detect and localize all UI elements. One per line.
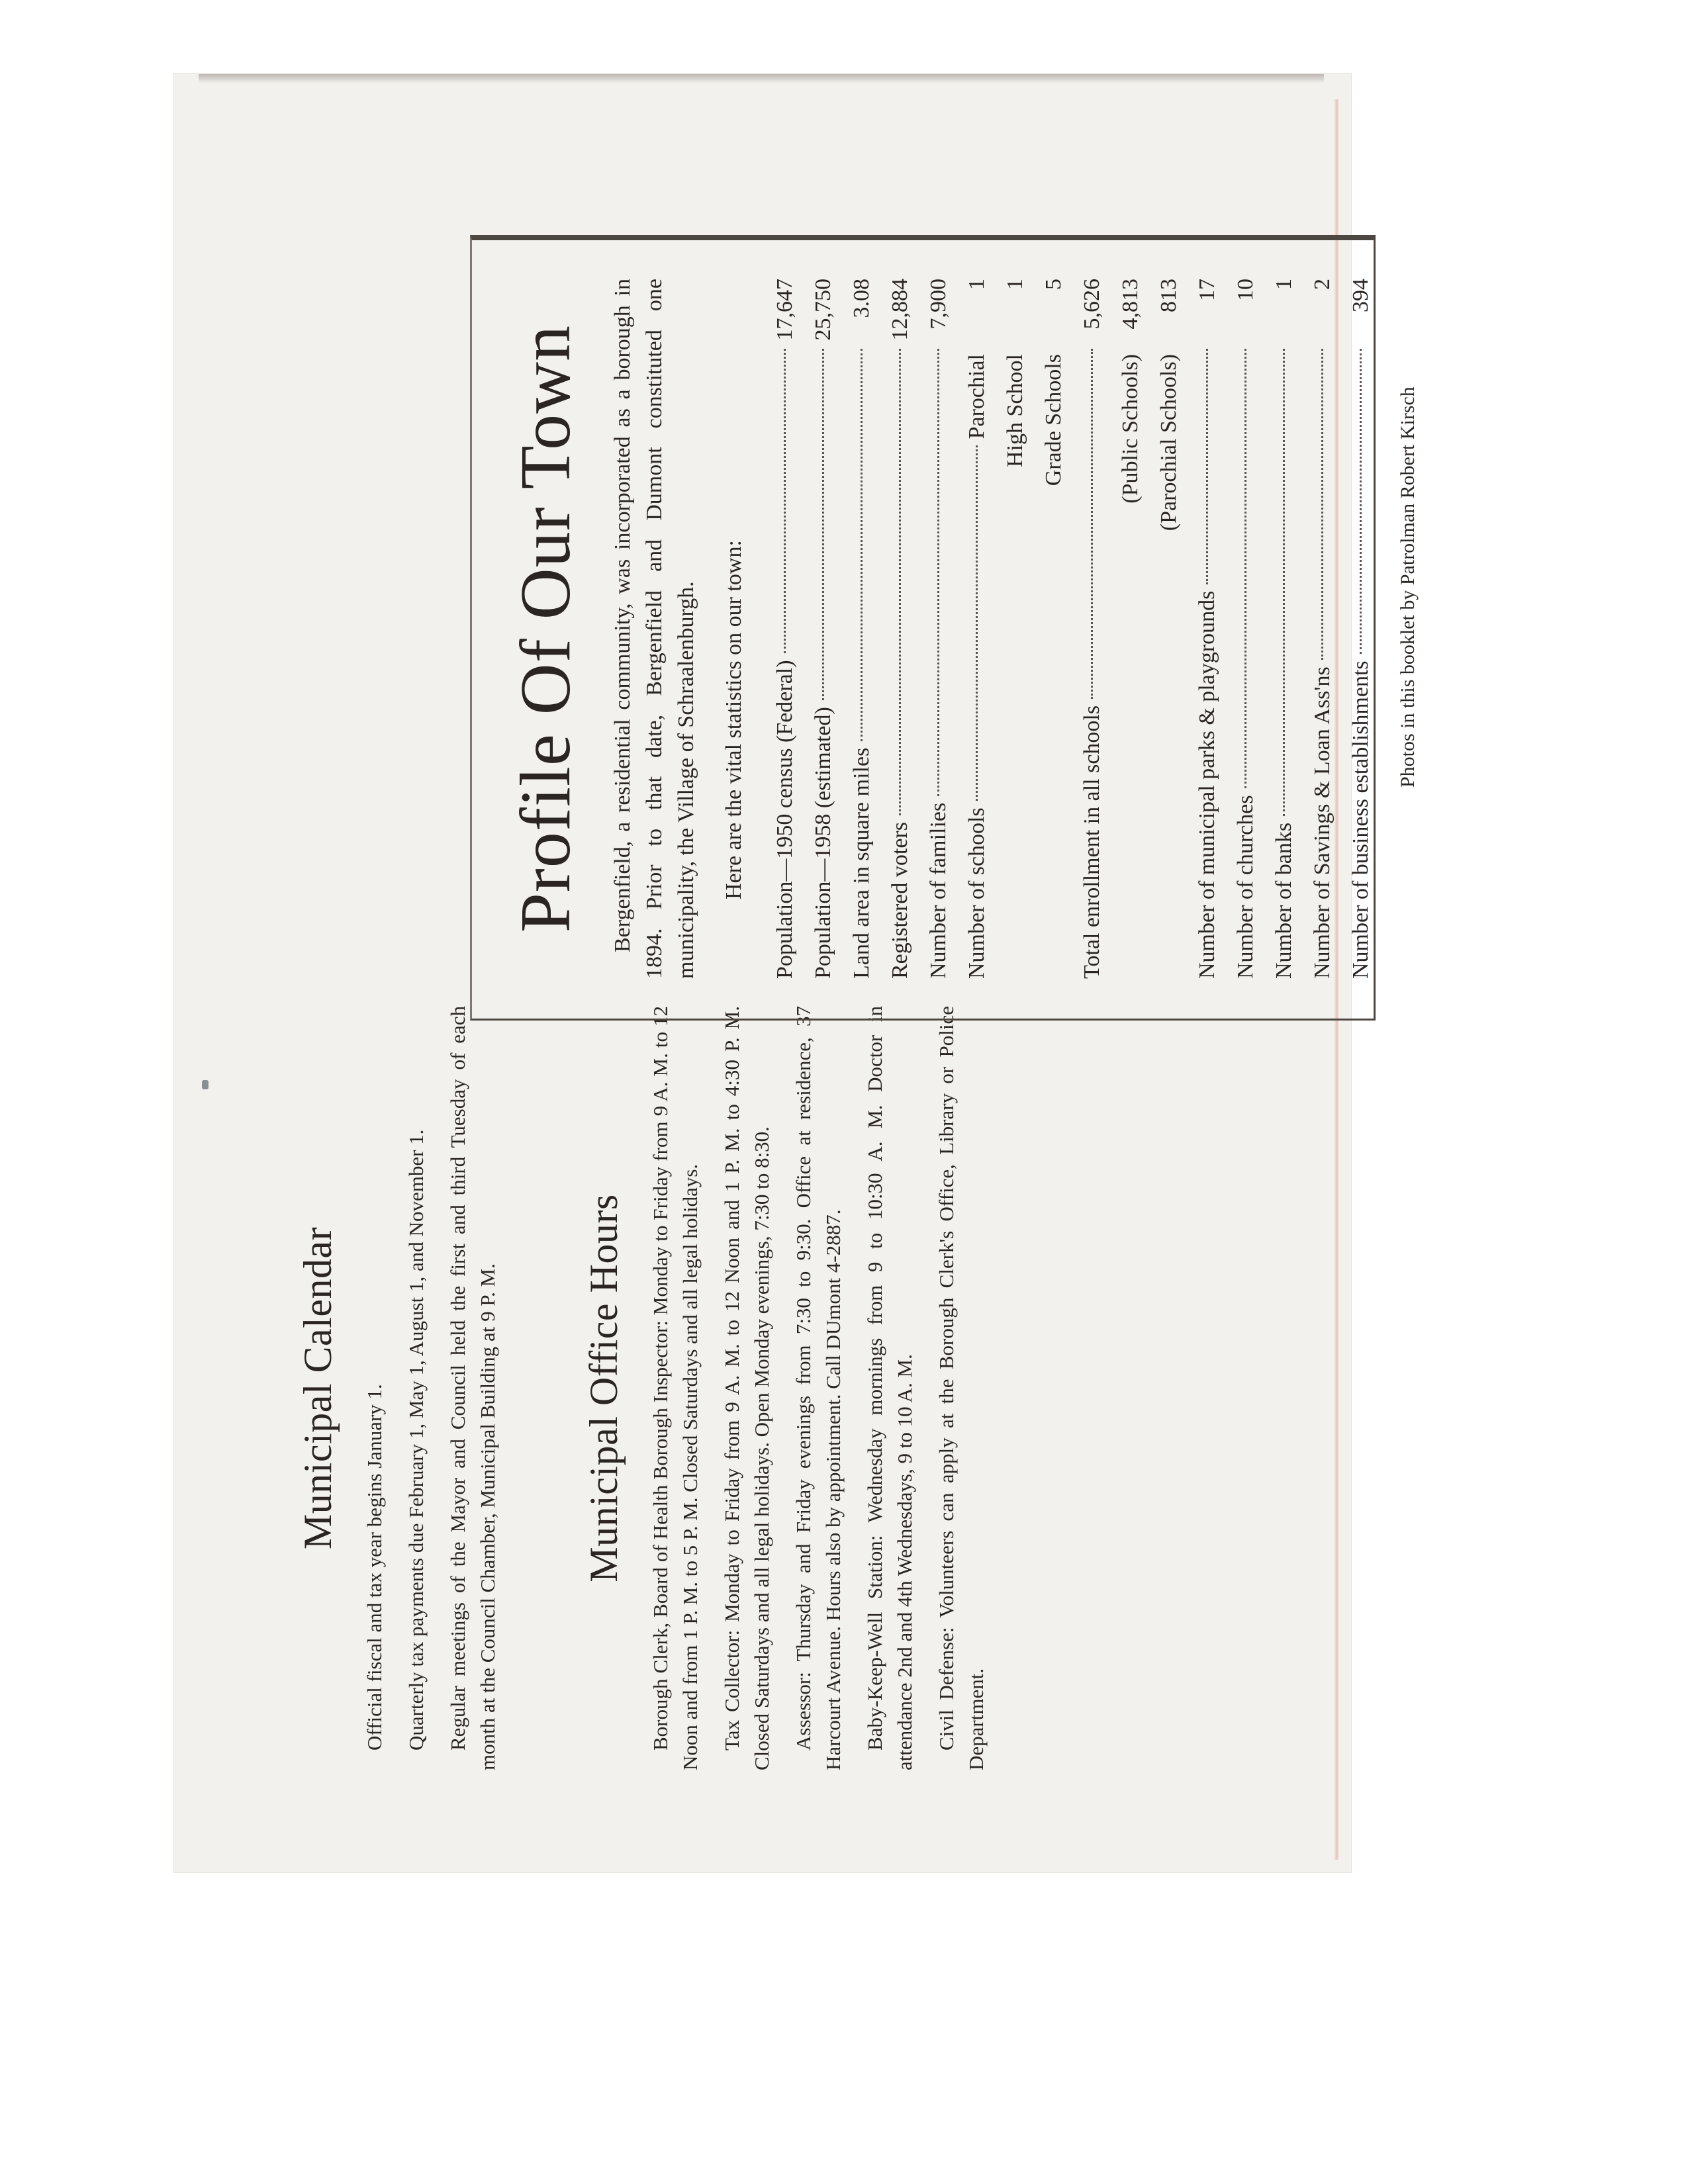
stat-row [1265, 279, 1303, 979]
profile-title: Profile Of Our Town [506, 324, 585, 933]
profile-lead: Here are the vital statistics on our town: [722, 540, 747, 899]
stat-label: Number of municipal parks & playgrounds [1195, 590, 1220, 979]
dot-leader [1206, 349, 1208, 584]
stat-sublabel: (Parochial Schools) [1156, 354, 1182, 531]
stat-value: 25,750 [811, 279, 836, 341]
stat-value: 394 [1348, 279, 1374, 312]
stat-label: Population—1950 census (Federal) [773, 660, 798, 979]
dot-leader [784, 349, 786, 653]
stat-label: Registered voters [888, 822, 913, 979]
dot-leader [822, 349, 824, 700]
stat-value: 17 [1195, 279, 1220, 301]
stat-row [1188, 279, 1227, 979]
office-hours-paragraph: Baby-Keep-Well Station: Wednesday mornings from 9 to 10:30 A. M. Doctor in attendance 2nd and 4th Wednesdays, 9 to 10 A. M. [863, 1006, 916, 1770]
stat-row [881, 279, 919, 979]
stat-row [919, 279, 958, 979]
dot-leader [937, 349, 939, 796]
stat-row [1227, 279, 1265, 979]
stat-label: Number of Savings & Loan Ass'ns [1310, 666, 1335, 979]
dot-leader [1091, 349, 1093, 699]
stat-row [804, 279, 843, 979]
stat-value: 1 [1003, 279, 1028, 290]
profile-intro: Bergenfield, a residential community, was incorporated as a borough in 1894. Prior to that date, Bergenfield and Dumont constituted one municipality, the Village of Schraalenburgh. [610, 279, 699, 979]
stat-value: 5 [1041, 279, 1066, 290]
stat-label: Number of banks [1272, 822, 1297, 979]
stat-label: Number of families [926, 802, 951, 979]
stat-value: 1 [1272, 279, 1297, 290]
dot-leader [1360, 349, 1362, 654]
stat-value: 4,813 [1118, 279, 1143, 330]
dot-leader [976, 445, 978, 801]
dot-leader [1321, 349, 1323, 660]
stat-label: Land area in square miles [849, 747, 874, 979]
calendar-paragraph: Official fiscal and tax year begins January 1. [363, 1384, 386, 1751]
stat-sublabel: (Public Schools) [1118, 354, 1143, 504]
stat-label: Total enrollment in all schools [1080, 705, 1105, 979]
calendar-paragraph: Quarterly tax payments due February 1, May 1, August 1, and November 1. [404, 1129, 428, 1751]
stat-row [1073, 279, 1111, 979]
stat-sublabel: Parochial [964, 354, 990, 439]
stat-value: 2 [1310, 279, 1335, 290]
photo-credit: Photos in this booklet by Patrolman Robert Kirsch [1397, 387, 1419, 788]
dot-leader [899, 349, 901, 815]
stat-label: Number of business establishments [1348, 660, 1374, 979]
stat-sublabel: Grade Schools [1041, 354, 1066, 486]
stat-row [1303, 279, 1342, 979]
stat-label: Number of schools [964, 807, 990, 979]
stat-row [1111, 279, 1150, 979]
stat-label: Population—1958 (estimated) [811, 707, 836, 979]
stat-value: 17,647 [773, 279, 798, 341]
statistics-list [766, 279, 1380, 979]
stat-value: 7,900 [926, 279, 951, 330]
calendar-title: Municipal Calendar [296, 1226, 340, 1550]
office-hours-paragraph: Borough Clerk, Board of Health Borough Inspector: Monday to Friday from 9 A. M. to 12 Noon and from 1 P. M. to 5 P. M. Closed Saturdays and all legal holidays. [649, 1006, 702, 1770]
stat-row [766, 279, 804, 979]
dot-leader [1244, 349, 1246, 788]
stat-value: 10 [1233, 279, 1258, 301]
stat-value: 5,626 [1080, 279, 1105, 330]
profile-box [470, 235, 1376, 1021]
stat-row [1035, 279, 1073, 979]
stat-row [843, 279, 881, 979]
stat-value: 1 [964, 279, 990, 290]
office-hours-paragraph: Civil Defense: Volunteers can apply at the Borough Clerk's Office, Library or Police Department. [935, 1006, 988, 1770]
dot-leader [861, 349, 863, 741]
stat-sublabel: High School [1003, 354, 1028, 467]
stat-value: 12,884 [888, 279, 913, 341]
stat-value: 3.08 [849, 279, 874, 318]
calendar-paragraph: Regular meetings of the Mayor and Council held the first and third Tuesday of each month at the Council Chamber, Municipal Building at 9 P. M. [446, 1006, 499, 1770]
stat-value: 813 [1156, 279, 1182, 312]
dot-leader [1283, 349, 1285, 816]
stat-row [1342, 279, 1380, 979]
stat-row [996, 279, 1035, 979]
stat-label: Number of churches [1233, 795, 1258, 979]
office-hours-paragraph: Assessor: Thursday and Friday evenings from 7:30 to 9:30. Office at residence, 37 Harcourt Avenue. Hours also by appointment. Call DUmont 4-2887. [792, 1006, 845, 1770]
stat-row [1150, 279, 1188, 979]
rotated-spread [173, 73, 1419, 1873]
office-hours-title: Municipal Office Hours [582, 1194, 626, 1582]
office-hours-paragraph: Tax Collector: Monday to Friday from 9 A. M. to 12 Noon and 1 P. M. to 4:30 P. M. Closed Saturdays and all legal holidays. Open Monday evenings, 7:30 to 8:30. [720, 1006, 773, 1770]
left-page [296, 1006, 1003, 1770]
stat-row [958, 279, 996, 979]
